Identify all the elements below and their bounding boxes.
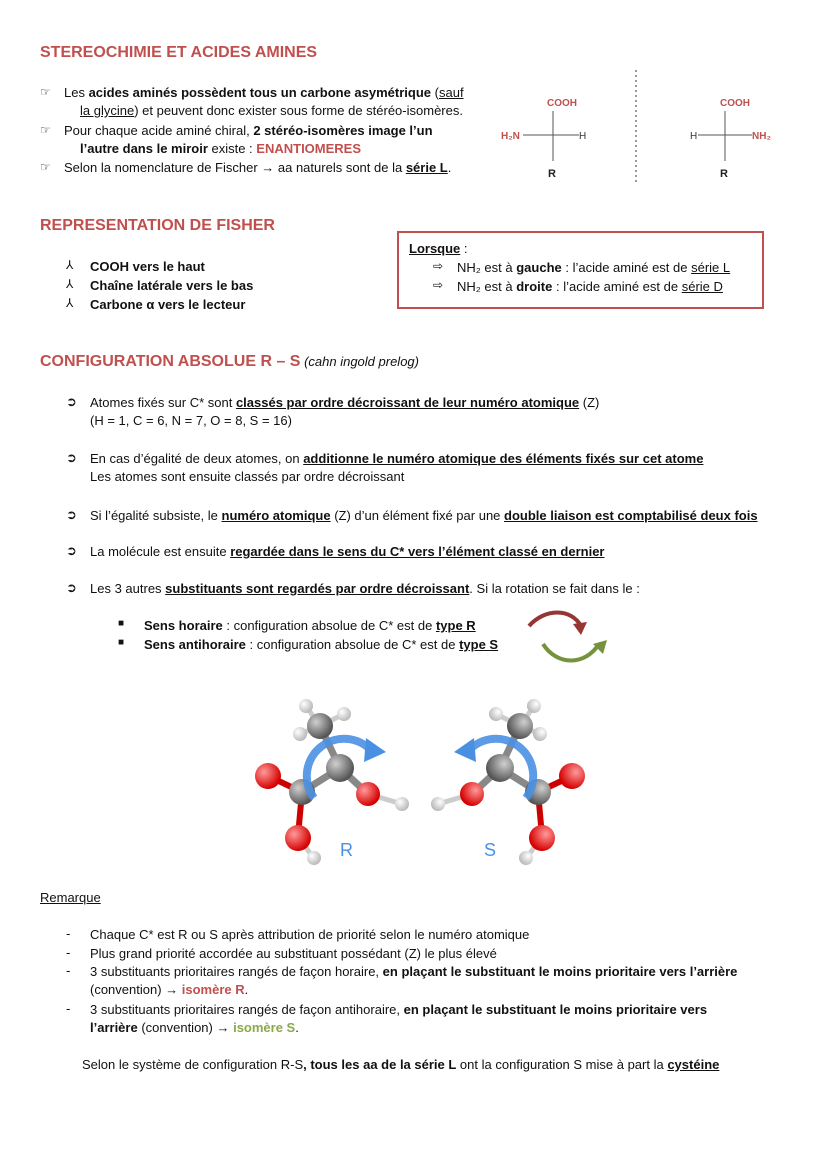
hand-pointer-icon: ☞ (40, 123, 51, 137)
fischer-right-top: COOH (720, 98, 750, 109)
molecule-R (255, 699, 409, 865)
arrow-right-icon: ⇨ (433, 259, 444, 273)
fischer-right-right: NH₂ (752, 131, 771, 142)
section-title-fisher: REPRESENTATION DE FISHER (40, 217, 275, 234)
sens-horaire: Sens horaire : configuration absolue de C* est de type R (144, 618, 476, 633)
dash-bullet: - (66, 1001, 71, 1016)
config-p4: La molécule est ensuite regardée dans le sens du C* vers l’élément classé en dernier (90, 544, 605, 559)
section-title-stereochimie: STEREOCHIMIE ET ACIDES AMINES (40, 44, 318, 61)
arrow-up-icon: ⅄ (66, 258, 74, 272)
bullet-text-3: Selon la nomenclature de Fischer → aa naturels sont de la série L. (64, 160, 452, 175)
fisher-item-1: COOH vers le haut (90, 259, 205, 274)
arrow-right-icon: ⇨ (433, 278, 444, 292)
config-p3: Si l’égalité subsiste, le numéro atomique (Z) d’un élément fixé par une double liaison est comptabilisé deux fois (90, 508, 758, 523)
remarque-4: 3 substituants prioritaires rangés de façon antihoraire, en plaçant le substituant le moins prioritaire vers (90, 1002, 708, 1017)
lorsque-heading: Lorsque : (409, 241, 468, 256)
molecule-S (431, 699, 585, 865)
config-p1-values: (H = 1, C = 6, N = 7, O = 8, S = 16) (90, 413, 292, 428)
label-R: R (340, 840, 353, 860)
circle-arrow-icon: ➲ (66, 394, 77, 409)
hand-pointer-icon: ☞ (40, 85, 51, 99)
remarque-4b: l’arrière (convention) → isomère S. (90, 1020, 299, 1035)
molecule-illustration (240, 688, 600, 878)
bullet-text-2: Pour chaque acide aminé chiral, 2 stéréo-isomères image l’un (64, 123, 433, 138)
square-bullet-icon: ■ (118, 637, 125, 648)
section-title-config: CONFIGURATION ABSOLUE R – S (cahn ingold prelog) (40, 353, 419, 370)
remarque-3b: (convention) → isomère R. (90, 982, 249, 997)
remarque-1: Chaque C* est R ou S après attribution de priorité selon le numéro atomique (90, 927, 530, 942)
fischer-right (690, 98, 771, 180)
remarque-3: 3 substituants prioritaires rangés de façon horaire, en plaçant le substituant le moins prioritaire vers l’arrière (90, 964, 738, 979)
conclusion: Selon le système de configuration R-S, tous les aa de la série L ont la configuration S mise à part la cystéine (82, 1057, 720, 1072)
fischer-left-right: H (579, 131, 587, 142)
config-p2b: Les atomes sont ensuite classés par ordre décroissant (90, 469, 405, 484)
dash-bullet: - (66, 926, 71, 941)
lorsque-line-2: NH₂ est à droite : l’acide aminé est de série D (457, 279, 723, 294)
config-p2: En cas d’égalité de deux atomes, on additionne le numéro atomique des éléments fixés sur cet atome (90, 451, 704, 466)
fischer-right-bottom: R (720, 168, 728, 180)
bullet-text-2b: l’autre dans le miroir existe : ENANTIOMERES (80, 141, 362, 156)
rotation-arrows (523, 604, 613, 666)
lorsque-box (397, 231, 764, 309)
circle-arrow-icon: ➲ (66, 580, 77, 595)
dash-bullet: - (66, 945, 71, 960)
square-bullet-icon: ■ (118, 618, 125, 629)
hand-pointer-icon: ☞ (40, 160, 51, 174)
fisher-item-3: Carbone α vers le lecteur (90, 297, 246, 312)
fischer-left (501, 98, 586, 180)
config-p5: Les 3 autres substituants sont regardés par ordre décroissant. Si la rotation se fait dans le : (90, 581, 640, 596)
sens-antihoraire: Sens antihoraire : configuration absolue de C* est de type S (144, 637, 499, 652)
fischer-left-bottom: R (548, 168, 556, 180)
fischer-left-top: COOH (547, 98, 577, 109)
fischer-projections (495, 68, 795, 188)
arrow-up-icon: ⅄ (66, 296, 74, 310)
arrow-up-icon: ⅄ (66, 277, 74, 291)
dash-bullet: - (66, 963, 71, 978)
bullet-text-1b: la glycine) et peuvent donc exister sous forme de stéréo-isomères. (80, 103, 463, 118)
fischer-right-left: H (690, 131, 698, 142)
fischer-left-left: H₂N (501, 131, 520, 142)
fisher-item-2: Chaîne latérale vers le bas (90, 278, 254, 293)
counterclockwise-arrow-icon (543, 644, 599, 661)
circle-arrow-icon: ➲ (66, 450, 77, 465)
lorsque-line-1: NH₂ est à gauche : l’acide aminé est de série L (457, 260, 731, 275)
config-p1: Atomes fixés sur C* sont classés par ordre décroissant de leur numéro atomique (Z) (90, 395, 600, 410)
circle-arrow-icon: ➲ (66, 507, 77, 522)
bullet-text-1: Les acides aminés possèdent tous un carbone asymétrique (sauf (64, 85, 464, 100)
remarque-title: Remarque (40, 890, 101, 905)
remarque-2: Plus grand priorité accordée au substituant possédant (Z) le plus élevé (90, 946, 497, 961)
circle-arrow-icon: ➲ (66, 543, 77, 558)
label-S: S (484, 840, 497, 860)
